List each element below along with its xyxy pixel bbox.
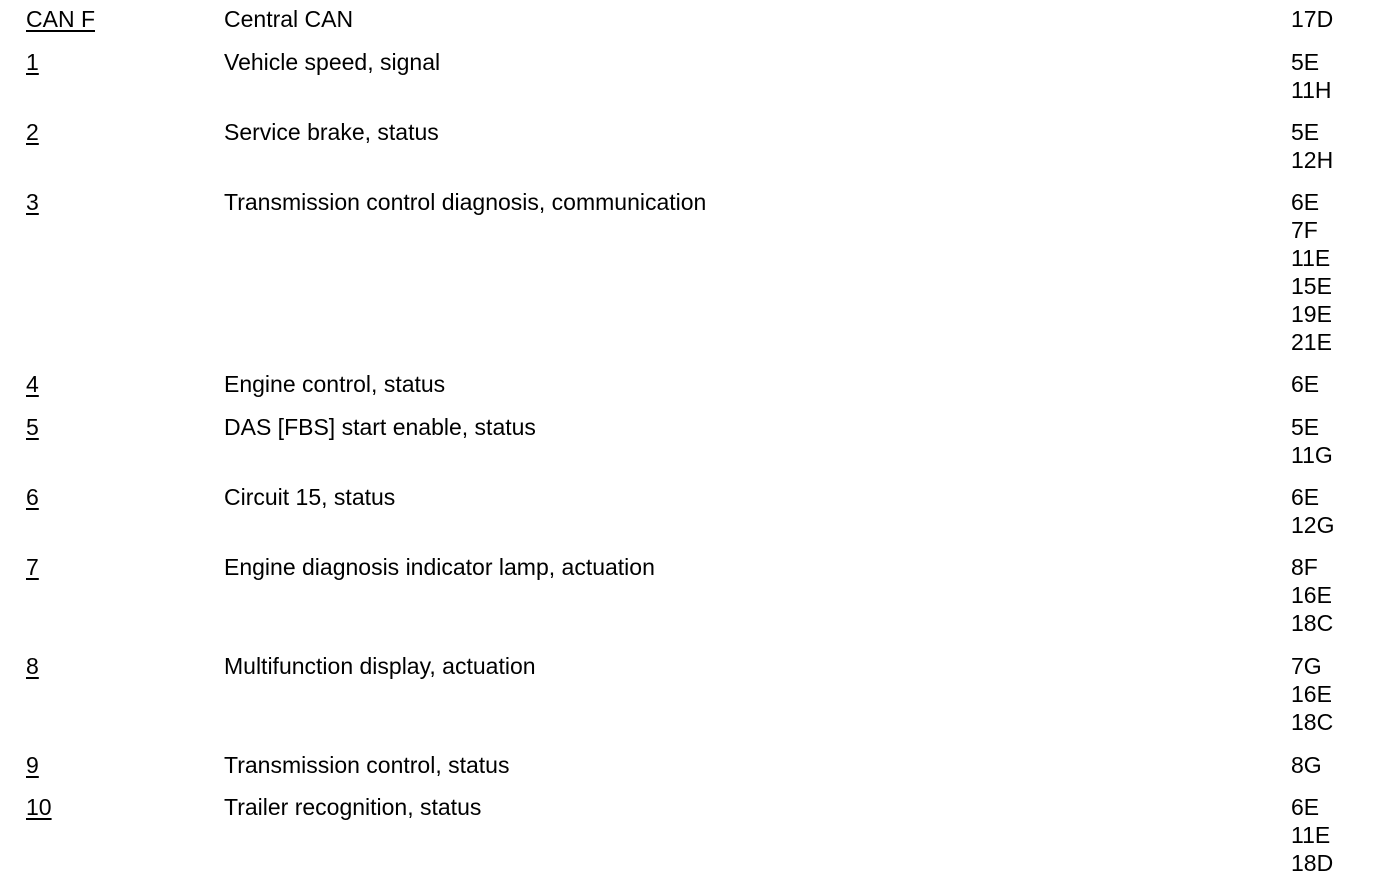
legend-description: Trailer recognition, status bbox=[224, 794, 482, 820]
grid-reference: 11E bbox=[1291, 822, 1331, 848]
legend-refs bbox=[1291, 793, 1333, 877]
legend-key-link[interactable]: CAN F bbox=[26, 6, 95, 32]
legend-refs bbox=[1291, 48, 1332, 104]
grid-reference: 6E bbox=[1291, 189, 1320, 215]
legend-description: Transmission control diagnosis, communication bbox=[224, 189, 707, 215]
grid-reference: 18C bbox=[1291, 610, 1334, 636]
legend-description: Transmission control, status bbox=[224, 752, 510, 778]
legend-description: Vehicle speed, signal bbox=[224, 49, 441, 75]
legend-key-link[interactable]: 10 bbox=[26, 794, 52, 820]
grid-reference: 8G bbox=[1291, 752, 1322, 778]
grid-reference: 11E bbox=[1291, 245, 1331, 271]
legend-description: Engine control, status bbox=[224, 371, 446, 397]
grid-reference: 11G bbox=[1291, 442, 1333, 468]
legend-key-link[interactable]: 3 bbox=[26, 189, 39, 215]
legend-description: Central CAN bbox=[224, 6, 354, 32]
legend-description: DAS [FBS] start enable, status bbox=[224, 414, 536, 440]
legend-key-link[interactable]: 9 bbox=[26, 752, 39, 778]
legend-refs bbox=[1291, 751, 1322, 779]
legend-description: Engine diagnosis indicator lamp, actuation bbox=[224, 554, 655, 580]
legend-key-link[interactable]: 6 bbox=[26, 484, 39, 510]
legend-refs bbox=[1291, 370, 1319, 398]
grid-reference: 7F bbox=[1291, 217, 1318, 243]
legend-refs bbox=[1291, 483, 1334, 539]
grid-reference: 16E bbox=[1291, 681, 1332, 707]
grid-reference: 18C bbox=[1291, 709, 1334, 735]
legend-refs bbox=[1291, 118, 1333, 174]
legend-description: Circuit 15, status bbox=[224, 484, 396, 510]
legend-key-link[interactable]: 7 bbox=[26, 554, 39, 580]
legend-key-link[interactable]: 4 bbox=[26, 371, 39, 397]
grid-reference: 12G bbox=[1291, 512, 1335, 538]
grid-reference: 18D bbox=[1291, 850, 1334, 876]
legend-refs bbox=[1291, 553, 1333, 637]
grid-reference: 17D bbox=[1291, 6, 1334, 32]
grid-reference: 6E bbox=[1291, 794, 1320, 820]
grid-reference: 6E bbox=[1291, 484, 1320, 510]
grid-reference: 11H bbox=[1291, 77, 1332, 103]
grid-reference: 5E bbox=[1291, 414, 1320, 440]
legend-refs bbox=[1291, 652, 1333, 736]
legend-description: Service brake, status bbox=[224, 119, 439, 145]
grid-reference: 21E bbox=[1291, 329, 1332, 355]
grid-reference: 8F bbox=[1291, 554, 1318, 580]
grid-reference: 12H bbox=[1291, 147, 1334, 173]
legend-key-link[interactable]: 8 bbox=[26, 653, 39, 679]
legend-key-link[interactable]: 2 bbox=[26, 119, 39, 145]
grid-reference: 7G bbox=[1291, 653, 1322, 679]
legend-refs bbox=[1291, 188, 1332, 356]
legend-refs bbox=[1291, 413, 1333, 469]
legend-refs bbox=[1291, 5, 1333, 33]
grid-reference: 5E bbox=[1291, 49, 1320, 75]
grid-reference: 16E bbox=[1291, 582, 1332, 608]
legend-description: Multifunction display, actuation bbox=[224, 653, 536, 679]
grid-reference: 19E bbox=[1291, 301, 1332, 327]
grid-reference: 6E bbox=[1291, 371, 1320, 397]
legend-key-link[interactable]: 5 bbox=[26, 414, 39, 440]
grid-reference: 15E bbox=[1291, 273, 1332, 299]
grid-reference: 5E bbox=[1291, 119, 1320, 145]
legend-key-link[interactable]: 1 bbox=[26, 49, 39, 75]
